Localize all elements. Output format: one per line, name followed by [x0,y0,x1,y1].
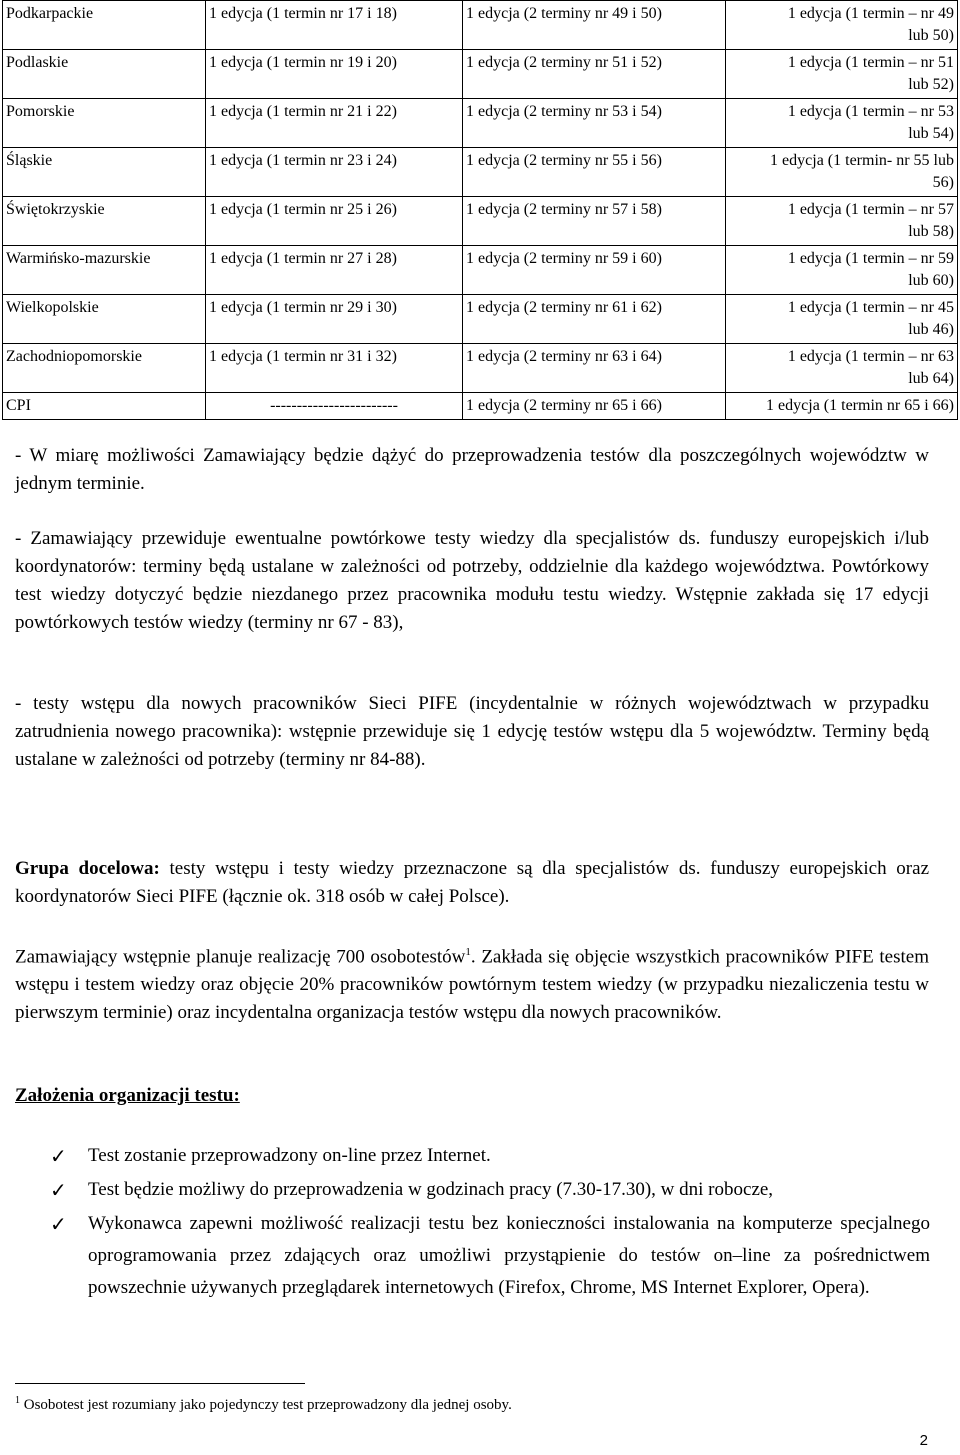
entry-test-cell: 1 edycja (1 termin nr 31 i 32) [206,344,463,393]
entry-test-cell: 1 edycja (1 termin nr 19 i 20) [206,50,463,99]
region-cell: Świętokrzyskie [3,197,206,246]
repeat-line-1: 1 edycja (1 termin – nr 53 [787,103,954,120]
repeat-line-2: lub 58) [908,223,954,240]
paragraph-repeat-tests [15,525,929,637]
paragraph-entry-tests [15,690,929,774]
repeat-line-1: 1 edycja (1 termin – nr 63 [787,348,954,365]
target-group-text: testy wstępu i testy wiedzy przeznaczone są dla specjalistów ds. funduszy europejskich oraz koordynatorów Sieci PIFE (łącznie ok. 318 osób w całej Polsce). [15,858,929,907]
repeat-test-cell [726,50,958,99]
repeat-line-2: lub 60) [908,272,954,289]
table-row [3,295,958,344]
knowledge-test-cell: 1 edycja (2 terminy nr 63 i 64) [463,344,726,393]
table-row [3,197,958,246]
region-cell: Warmińsko-mazurskie [3,246,206,295]
repeat-test-cell [726,99,958,148]
repeat-test-cell: 1 edycja (1 termin nr 65 i 66) [726,393,958,420]
entry-test-cell: ------------------------ [206,393,463,420]
footnote-number: 1 [15,1395,20,1406]
repeat-test-cell [726,197,958,246]
list-item [50,1208,930,1304]
repeat-test-cell [726,148,958,197]
table-row [3,99,958,148]
repeat-line-1: 1 edycja (1 termin – nr 57 [787,201,954,218]
repeat-line-2: lub 64) [908,370,954,387]
schedule-table [2,0,958,420]
footnote-ref: 1 [465,946,471,958]
region-cell: Śląskie [3,148,206,197]
knowledge-test-cell: 1 edycja (2 terminy nr 59 i 60) [463,246,726,295]
repeat-line-1: 1 edycja (1 termin – nr 49 [787,5,954,22]
repeat-line-1: 1 edycja (1 termin – nr 45 [787,299,954,316]
entry-test-cell: 1 edycja (1 termin nr 27 i 28) [206,246,463,295]
region-cell: Podlaskie [3,50,206,99]
paragraph-same-date [15,442,929,498]
section-heading [15,1082,929,1110]
knowledge-test-cell: 1 edycja (2 terminy nr 51 i 52) [463,50,726,99]
footnote [15,1390,915,1416]
repeat-test-cell [726,344,958,393]
paragraph-plan [15,938,929,1027]
knowledge-test-cell: 1 edycja (2 terminy nr 49 i 50) [463,1,726,50]
checkmark-icon: ✓ [50,1178,67,1202]
repeat-line-1: 1 edycja (1 termin – nr 59 [787,250,954,267]
checkmark-icon: ✓ [50,1212,67,1236]
paragraph-text: - W miarę możliwości Zamawiający będzie dążyć do przeprowadzenia testów dla poszczególnych województw w jednym terminie. [15,445,929,494]
repeat-test-cell [726,246,958,295]
repeat-test-cell [726,1,958,50]
repeat-line-2: 56) [932,174,954,191]
paragraph-text: - testy wstępu dla nowych pracowników Sieci PIFE (incydentalnie w różnych województwach w przypadku zatrudnienia nowego pracownika): wstępnie przewiduje się 1 edycję testów wstępu dla 5 województw. Terminy będą ustalane w zależności od potrzeby (terminy nr 84-88). [15,693,929,770]
list-item [50,1174,930,1206]
region-cell: CPI [3,393,206,420]
paragraph-target-group [15,855,929,911]
repeat-line-1: 1 edycja (1 termin – nr 51 [787,54,954,71]
footnote-text: Osobotest jest rozumiany jako pojedynczy test przeprowadzony dla jednej osoby. [20,1397,512,1413]
entry-test-cell: 1 edycja (1 termin nr 21 i 22) [206,99,463,148]
entry-test-cell: 1 edycja (1 termin nr 29 i 30) [206,295,463,344]
repeat-line-2: lub 54) [908,125,954,142]
entry-test-cell: 1 edycja (1 termin nr 17 i 18) [206,1,463,50]
region-cell: Podkarpackie [3,1,206,50]
repeat-line-2: lub 50) [908,27,954,44]
knowledge-test-cell: 1 edycja (2 terminy nr 61 i 62) [463,295,726,344]
repeat-test-cell [726,295,958,344]
table-row [3,393,958,420]
list-item-text: Test będzie możliwy do przeprowadzenia w godzinach pracy (7.30-17.30), w dni robocze, [88,1179,774,1200]
list-item-text: Test zostanie przeprowadzony on-line przez Internet. [88,1145,491,1166]
target-group-label: Grupa docelowa: [15,858,160,879]
checklist [50,1140,930,1306]
footnote-separator [15,1383,305,1384]
knowledge-test-cell: 1 edycja (2 terminy nr 55 i 56) [463,148,726,197]
repeat-line-2: lub 52) [908,76,954,93]
table-row [3,344,958,393]
region-cell: Wielkopolskie [3,295,206,344]
repeat-line-2: lub 46) [908,321,954,338]
section-title: Założenia organizacji testu: [15,1085,240,1106]
plan-text-a: Zamawiający wstępnie planuje realizację 700 osobotestów [15,946,466,968]
checkmark-icon: ✓ [50,1144,67,1168]
entry-test-cell: 1 edycja (1 termin nr 25 i 26) [206,197,463,246]
page-number: 2 [919,1432,928,1449]
table-row [3,246,958,295]
table-row [3,50,958,99]
region-cell: Zachodniopomorskie [3,344,206,393]
list-item [50,1140,930,1172]
knowledge-test-cell: 1 edycja (2 terminy nr 65 i 66) [463,393,726,420]
knowledge-test-cell: 1 edycja (2 terminy nr 57 i 58) [463,197,726,246]
region-cell: Pomorskie [3,99,206,148]
list-item-text: Wykonawca zapewni możliwość realizacji testu bez konieczności instalowania na komputerze specjalnego oprogramowania przez zdających oraz umożliwi przystąpienie do testów on–line za pośrednictwem powszechnie używanych przeglądarek internetowych (Firefox, Chrome, MS Internet Explorer, Opera). [88,1213,930,1298]
table-row [3,148,958,197]
entry-test-cell: 1 edycja (1 termin nr 23 i 24) [206,148,463,197]
paragraph-text: - Zamawiający przewiduje ewentualne powtórkowe testy wiedzy dla specjalistów ds. funduszy europejskich i/lub koordynatorów: terminy będą ustalane w zależności od potrzeby, oddzielnie dla każdego województwa. Powtórkowy test wiedzy dotyczyć będzie niezdanego przez pracownika modułu testu wiedzy. Wstępnie zakłada się 17 edycji powtórkowych testów wiedzy (terminy nr 67 - 83), [15,528,929,633]
repeat-line-1: 1 edycja (1 termin- nr 55 lub [770,152,954,169]
knowledge-test-cell: 1 edycja (2 terminy nr 53 i 54) [463,99,726,148]
plan-text-b: . Zakłada się objęcie wszystkich pracowników PIFE testem wstępu i testem wiedzy oraz objęcie 20% pracowników powtórnym testem wiedzy (w przypadku niezaliczenia testu w pierwszym terminie) oraz incydentalna organizacja testów wstępu dla nowych pracowników. [15,946,929,1024]
table-row [3,1,958,50]
